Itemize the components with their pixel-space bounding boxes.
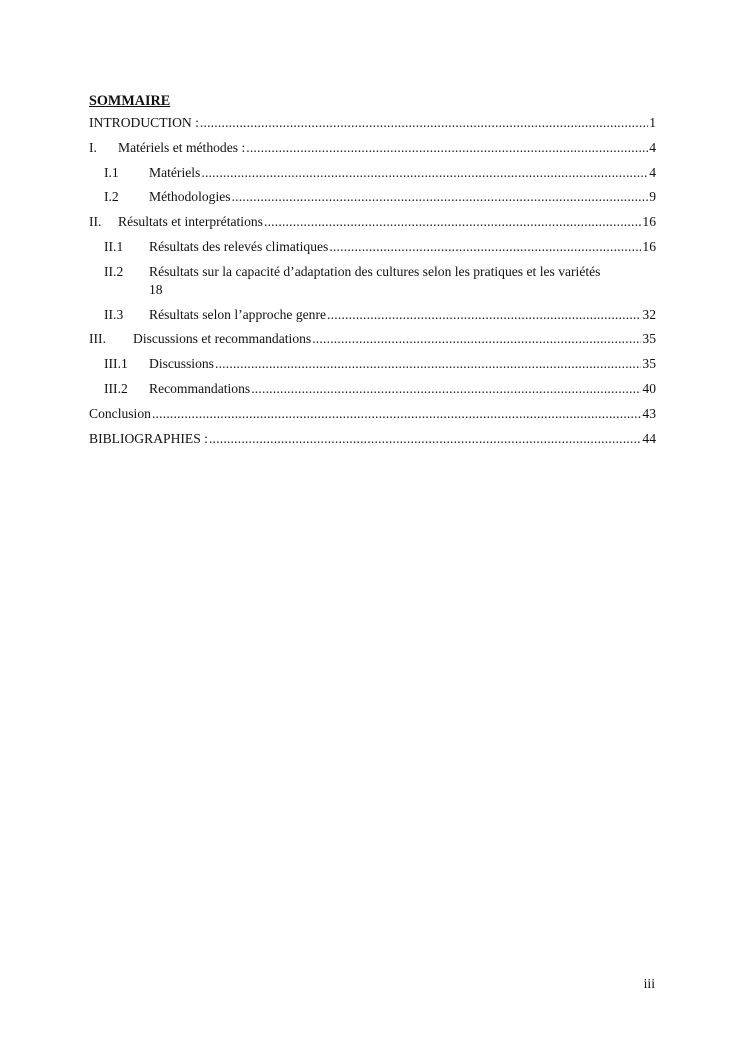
dot-leader xyxy=(327,306,641,324)
toc-entry-title: Recommandations xyxy=(149,380,251,396)
toc-entry-resultats[interactable] xyxy=(89,213,656,231)
toc-entry-title: INTRODUCTION : xyxy=(89,115,199,130)
dot-leader xyxy=(232,188,649,206)
toc-entry-page: 43 xyxy=(642,405,656,421)
toc-entry-title: BIBLIOGRAPHIES : xyxy=(89,430,208,446)
toc-entry-title: Matériels et méthodes : xyxy=(118,139,246,155)
toc-entry-page: 35 xyxy=(642,331,656,347)
dot-leader xyxy=(329,238,641,256)
toc-entry-number: I.2 xyxy=(104,189,119,205)
footer-page-number: iii xyxy=(643,976,655,991)
dot-leader xyxy=(215,355,641,373)
toc-entry-materiels-methodes[interactable] xyxy=(89,139,656,157)
toc-entry-number: III. xyxy=(89,331,106,347)
toc-entry-page: 32 xyxy=(642,306,656,322)
toc-entry-title: Conclusion xyxy=(89,405,151,421)
dot-leader xyxy=(152,405,641,423)
toc-entry-page: 16 xyxy=(642,214,656,230)
toc-entry-number: II.1 xyxy=(104,238,124,254)
toc-entry-discussions[interactable] xyxy=(89,355,656,373)
toc-entry-number: II.3 xyxy=(104,306,124,322)
toc-entry-page: 35 xyxy=(642,356,656,372)
toc-entry-conclusion[interactable] xyxy=(89,405,656,423)
toc-entry-bibliographies[interactable] xyxy=(89,430,656,448)
toc-entry-introduction[interactable] xyxy=(89,114,656,132)
toc-entry-page: 4 xyxy=(649,139,656,155)
toc-entry-page: 9 xyxy=(649,189,656,205)
toc-entry-title: Discussions xyxy=(149,356,214,372)
toc-entry-title: Résultats et interprétations xyxy=(118,214,263,230)
toc-entry-number: III.2 xyxy=(104,380,128,396)
toc-entry-number: III.1 xyxy=(104,356,128,372)
toc-entry-title: Discussions et recommandations xyxy=(133,331,312,347)
table-of-contents xyxy=(89,114,656,448)
toc-entry-discussions-recommandations[interactable] xyxy=(89,330,656,348)
toc-entry-number: II. xyxy=(89,214,102,230)
dot-leader xyxy=(209,430,641,448)
document-page xyxy=(89,92,656,454)
toc-entry-capacite-adaptation[interactable] xyxy=(89,263,656,299)
dot-leader xyxy=(264,213,641,231)
toc-entry-materiels[interactable] xyxy=(89,164,656,182)
toc-entry-page: 1 xyxy=(649,115,656,130)
toc-entry-number: I. xyxy=(89,139,97,155)
toc-entry-page: 18 xyxy=(149,281,163,297)
dot-leader xyxy=(312,330,641,348)
toc-entry-recommandations[interactable] xyxy=(89,380,656,398)
toc-entry-title: Matériels xyxy=(149,164,201,180)
dot-leader xyxy=(246,139,648,157)
toc-entry-title: Résultats selon l’approche genre xyxy=(149,306,327,322)
toc-heading: SOMMAIRE xyxy=(89,93,171,109)
dot-leader xyxy=(200,114,648,132)
toc-entry-number: II.2 xyxy=(104,263,124,279)
toc-entry-methodologies[interactable] xyxy=(89,188,656,206)
toc-entry-title: Résultats des relevés climatiques xyxy=(149,238,329,254)
dot-leader xyxy=(251,380,641,398)
toc-entry-title: Méthodologies xyxy=(149,189,231,205)
toc-entry-page: 44 xyxy=(642,430,656,446)
toc-entry-page: 16 xyxy=(642,238,656,254)
toc-entry-page: 4 xyxy=(649,164,656,180)
toc-entry-approche-genre[interactable] xyxy=(89,306,656,324)
toc-entry-releves-climatiques[interactable] xyxy=(89,238,656,256)
toc-entry-number: I.1 xyxy=(104,164,119,180)
dot-leader xyxy=(201,164,648,182)
toc-entry-title: Résultats sur la capacité d’adaptation des cultures selon les pratiques et les variétés xyxy=(149,263,601,279)
toc-entry-page: 40 xyxy=(642,380,656,396)
